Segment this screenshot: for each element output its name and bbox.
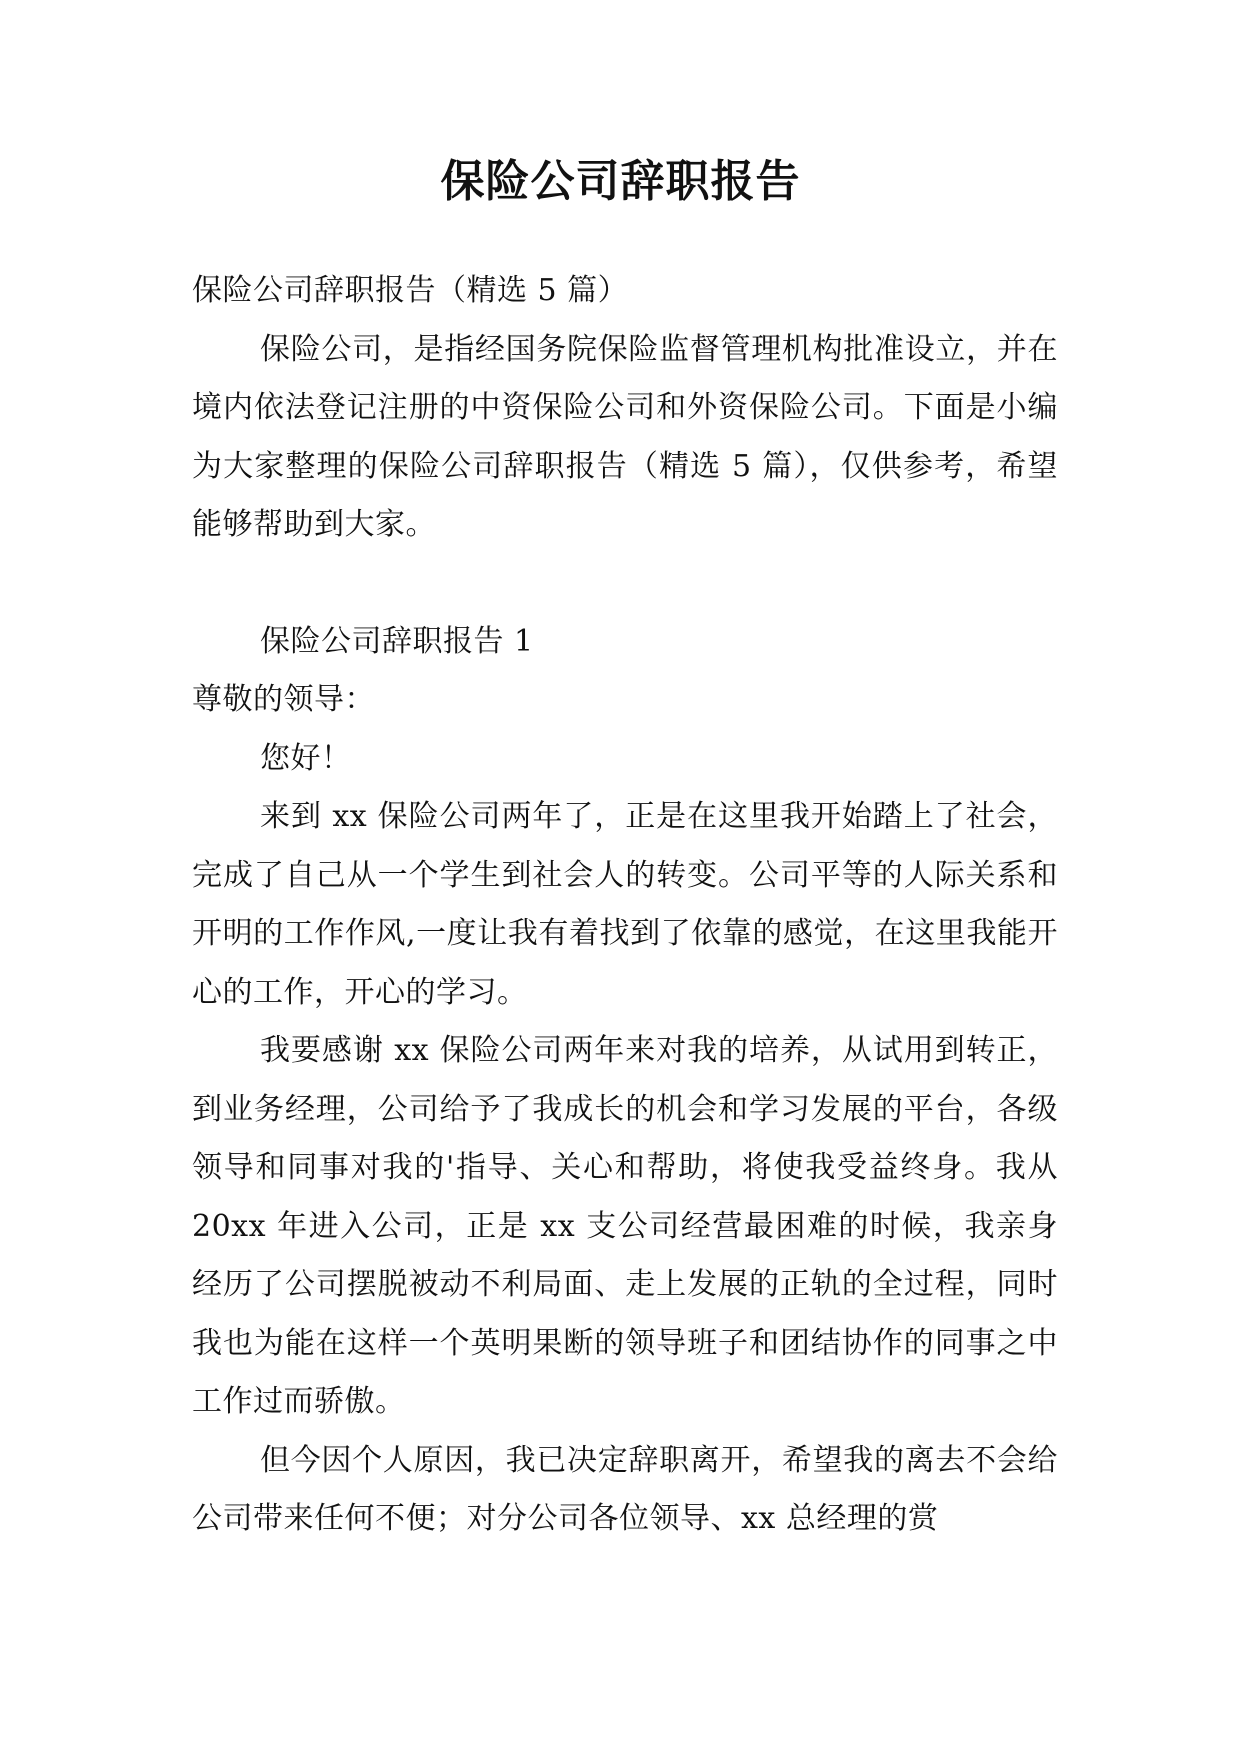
- body-paragraph: 我要感谢 xx 保险公司两年来对我的培养，从试用到转正，到业务经理，公司给予了我成长的机会和学习发展的平台，各级领导和同事对我的'指导、关心和帮助，将使我受益终身。我从 20xx 年进入公司，正是 xx 支公司经营最困难的时候，我亲身经历了公司摆脱被动不利局面、走上发展的正轨的全过程，同时我也为能在这样一个英明果断的领导班子和团结协作的同事之中工作过而骄傲。: [192, 1033, 1058, 1419]
- paragraph-gap: [192, 555, 1058, 613]
- intro-paragraph: 保险公司，是指经国务院保险监督管理机构批准设立，并在境内依法登记注册的中资保险公司和外资保险公司。下面是小编为大家整理的保险公司辞职报告（精选 5 篇），仅供参考，希望能够帮助到大家。: [192, 331, 1058, 542]
- body-paragraph: 但今因个人原因，我已决定辞职离开，希望我的离去不会给公司带来任何不便；对分公司各位领导、xx 总经理的赏: [192, 1442, 1058, 1536]
- body-paragraph: 来到 xx 保险公司两年了，正是在这里我开始踏上了社会，完成了自己从一个学生到社会人的转变。公司平等的人际关系和开明的工作作风,一度让我有着找到了依靠的感觉，在这里我能开心的工作，开心的学习。: [192, 799, 1058, 1010]
- section-heading: 保险公司辞职报告 1: [260, 623, 534, 659]
- document-title: 保险公司辞职报告: [440, 156, 801, 207]
- greeting: 您好！: [260, 740, 352, 776]
- salutation: 尊敬的领导：: [192, 682, 375, 717]
- document-body: [192, 262, 1058, 1549]
- document-subtitle: 保险公司辞职报告（精选 5 篇）: [192, 273, 629, 308]
